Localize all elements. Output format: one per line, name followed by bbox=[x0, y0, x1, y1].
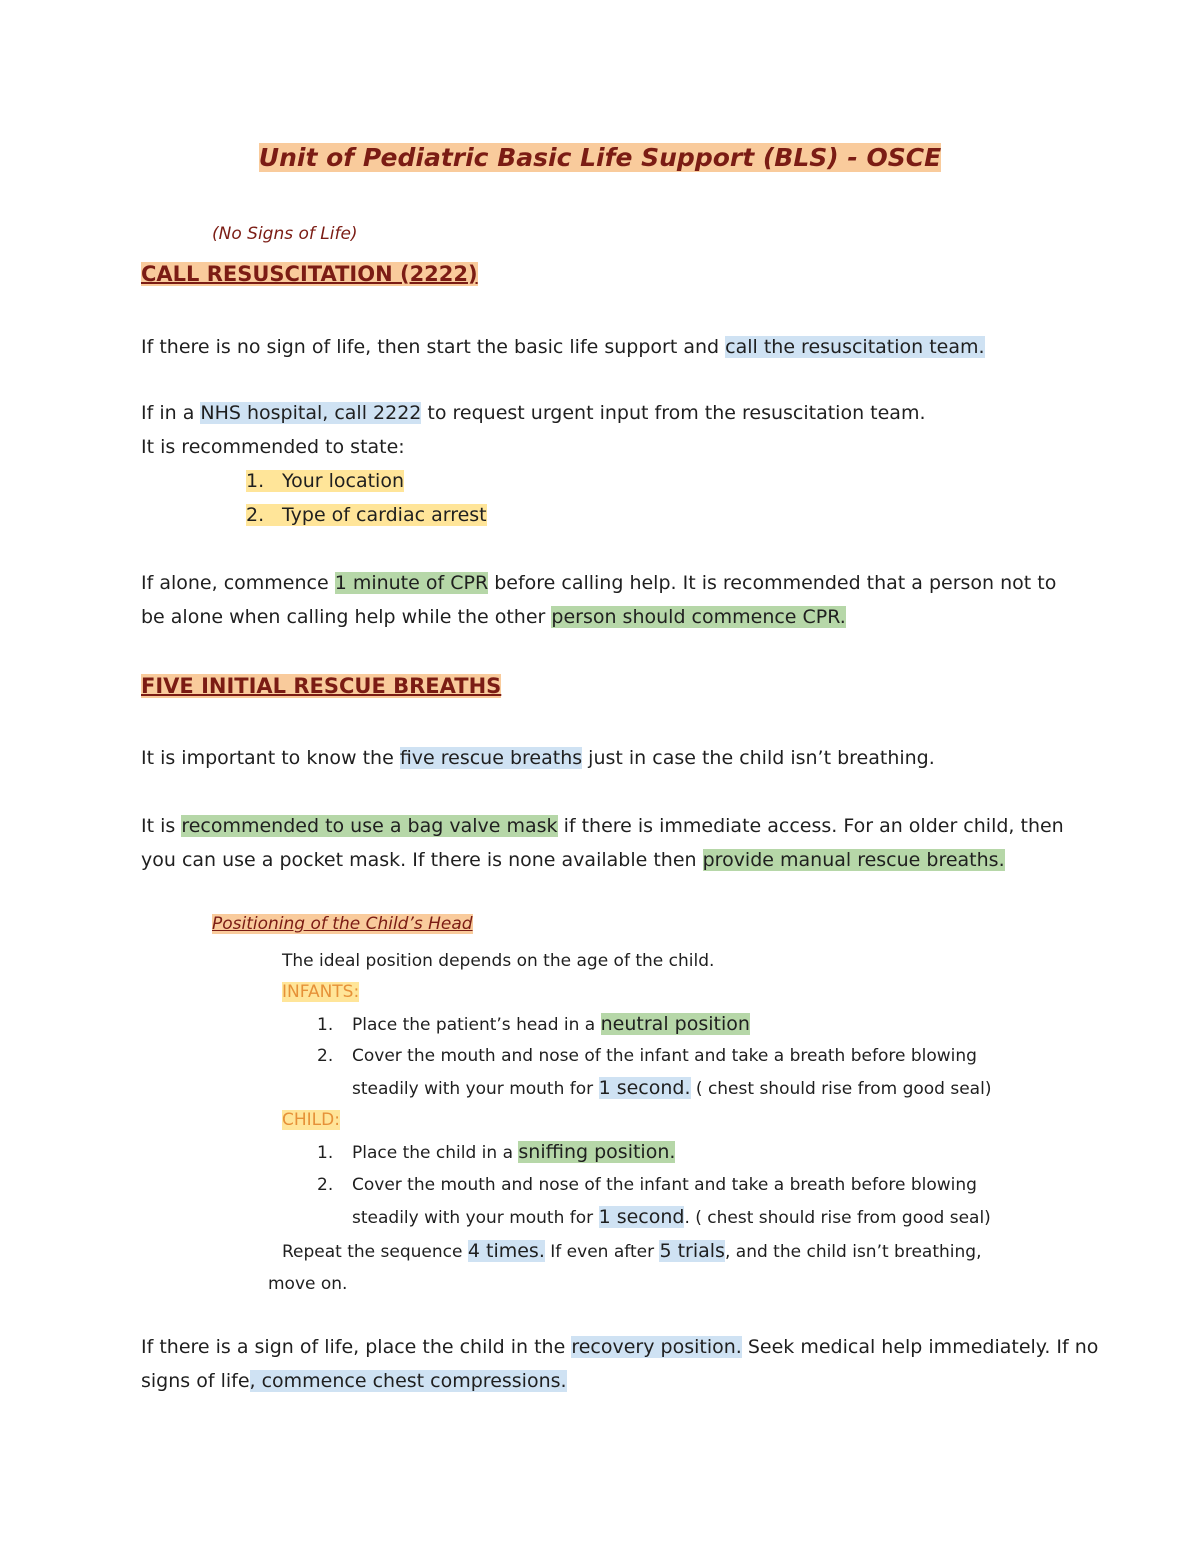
child-step-2-line2 bbox=[352, 1201, 991, 1234]
infant-step-2-line1 bbox=[317, 1040, 977, 1072]
page-title-text: Unit of Pediatric Basic Life Support (BLS) - OSCE bbox=[258, 143, 942, 172]
text-segment: If there is no sign of life, then start the basic life support and bbox=[141, 336, 726, 358]
text-segment: If even after bbox=[544, 1242, 660, 1262]
highlight-four-times: 4 times. bbox=[467, 1240, 545, 1262]
text-segment: If in a bbox=[141, 402, 201, 424]
text-segment: before calling help. It is recommended that a person not to bbox=[488, 572, 1057, 594]
subheading-text: Positioning of the Child’s Head bbox=[212, 914, 473, 934]
paragraph-alone-line2 bbox=[141, 600, 846, 634]
list-text: Your location bbox=[282, 470, 404, 492]
paragraph-nhs-hospital bbox=[141, 396, 926, 430]
infant-step-2-line2 bbox=[352, 1072, 991, 1105]
highlight-bag-valve-mask: recommended to use a bag valve mask bbox=[181, 815, 558, 837]
paragraph-bag-valve-line1 bbox=[141, 809, 1064, 843]
list-number: 1. bbox=[246, 470, 265, 492]
text-segment: just in case the child isn’t breathing. bbox=[582, 747, 935, 769]
no-signs-note: (No Signs of Life) bbox=[212, 224, 358, 244]
text-segment: Repeat the sequence bbox=[282, 1242, 468, 1262]
text-segment: steadily with your mouth for bbox=[352, 1208, 599, 1228]
highlight-five-breaths: five rescue breaths bbox=[399, 747, 583, 769]
text-segment: be alone when calling help while the other bbox=[141, 606, 552, 628]
highlight-call-2222: NHS hospital, call 2222 bbox=[200, 402, 422, 424]
highlight-five-trials: 5 trials bbox=[659, 1240, 725, 1262]
list-text: Type of cardiac arrest bbox=[282, 504, 487, 526]
text-segment: you can use a pocket mask. If there is none available then bbox=[141, 849, 703, 871]
paragraph-bag-valve-line2 bbox=[141, 843, 1005, 877]
highlight-chest-compressions: , commence chest compressions. bbox=[249, 1370, 567, 1392]
paragraph-five-breaths bbox=[141, 741, 935, 775]
highlight-one-second: 1 second bbox=[598, 1206, 685, 1228]
repeat-sequence-text bbox=[282, 1235, 981, 1268]
list-item bbox=[246, 464, 404, 498]
text-segment: steadily with your mouth for bbox=[352, 1079, 599, 1099]
list-item bbox=[246, 498, 487, 532]
list-number: 1. bbox=[317, 1143, 334, 1163]
highlight-manual-breaths: provide manual rescue breaths. bbox=[702, 849, 1005, 871]
text-segment: Place the child in a bbox=[352, 1143, 519, 1163]
highlight-recovery-position: recovery position. bbox=[571, 1336, 742, 1358]
text-segment: ( chest should rise from good seal) bbox=[690, 1079, 992, 1099]
text-segment: signs of life bbox=[141, 1370, 250, 1392]
list-number: 2. bbox=[317, 1175, 334, 1195]
page-title bbox=[0, 139, 1200, 177]
highlight-one-second: 1 second. bbox=[598, 1077, 691, 1099]
heading-call-resuscitation-text: CALL RESUSCITATION (2222) bbox=[141, 262, 478, 286]
highlight-call-team: call the resuscitation team. bbox=[725, 336, 985, 358]
list-number: 2. bbox=[317, 1046, 334, 1066]
text-segment: It is important to know the bbox=[141, 747, 400, 769]
text-segment: to request urgent input from the resuscitation team. bbox=[421, 402, 926, 424]
text-segment: Seek medical help immediately. If no bbox=[741, 1336, 1099, 1358]
text-segment: Place the patient’s head in a bbox=[352, 1015, 601, 1035]
paragraph-no-sign-of-life bbox=[141, 330, 985, 364]
text-segment: if there is immediate access. For an older child, then bbox=[557, 815, 1064, 837]
text-segment: If alone, commence bbox=[141, 572, 335, 594]
text-segment: . ( chest should rise from good seal) bbox=[684, 1208, 991, 1228]
list-number: 1. bbox=[317, 1015, 334, 1035]
highlight-sniffing-position: sniffing position. bbox=[518, 1141, 676, 1163]
child-step-1 bbox=[317, 1136, 675, 1169]
heading-rescue-breaths bbox=[141, 670, 501, 702]
child-label bbox=[282, 1104, 340, 1136]
text-segment: , and the child isn’t breathing, bbox=[724, 1242, 982, 1262]
list-number: 2. bbox=[246, 504, 265, 526]
highlight-commence-cpr: person should commence CPR. bbox=[551, 606, 846, 628]
ideal-position-text: The ideal position depends on the age of the child. bbox=[282, 951, 715, 971]
highlight-cpr-minute: 1 minute of CPR bbox=[334, 572, 489, 594]
paragraph-alone-line1 bbox=[141, 566, 1056, 600]
infant-step-1 bbox=[317, 1008, 750, 1041]
move-on-text: move on. bbox=[268, 1274, 348, 1294]
infants-label bbox=[282, 976, 359, 1008]
paragraph-sign-of-life-line1 bbox=[141, 1330, 1098, 1364]
text-segment: If there is a sign of life, place the child in the bbox=[141, 1336, 572, 1358]
paragraph-recommended-state: It is recommended to state: bbox=[141, 436, 405, 458]
paragraph-sign-of-life-line2 bbox=[141, 1364, 567, 1398]
text-segment: It is bbox=[141, 815, 182, 837]
text-segment: Cover the mouth and nose of the infant and take a breath before blowing bbox=[352, 1046, 977, 1066]
subheading-head-positioning bbox=[212, 914, 473, 934]
child-step-2-line1 bbox=[317, 1169, 977, 1201]
child-label-text: CHILD: bbox=[282, 1110, 340, 1130]
highlight-neutral-position: neutral position bbox=[600, 1013, 750, 1035]
heading-call-resuscitation bbox=[141, 258, 478, 290]
heading-rescue-breaths-text: FIVE INITIAL RESCUE BREATHS bbox=[141, 674, 502, 698]
text-segment: Cover the mouth and nose of the infant and take a breath before blowing bbox=[352, 1175, 977, 1195]
infants-label-text: INFANTS: bbox=[282, 982, 360, 1002]
